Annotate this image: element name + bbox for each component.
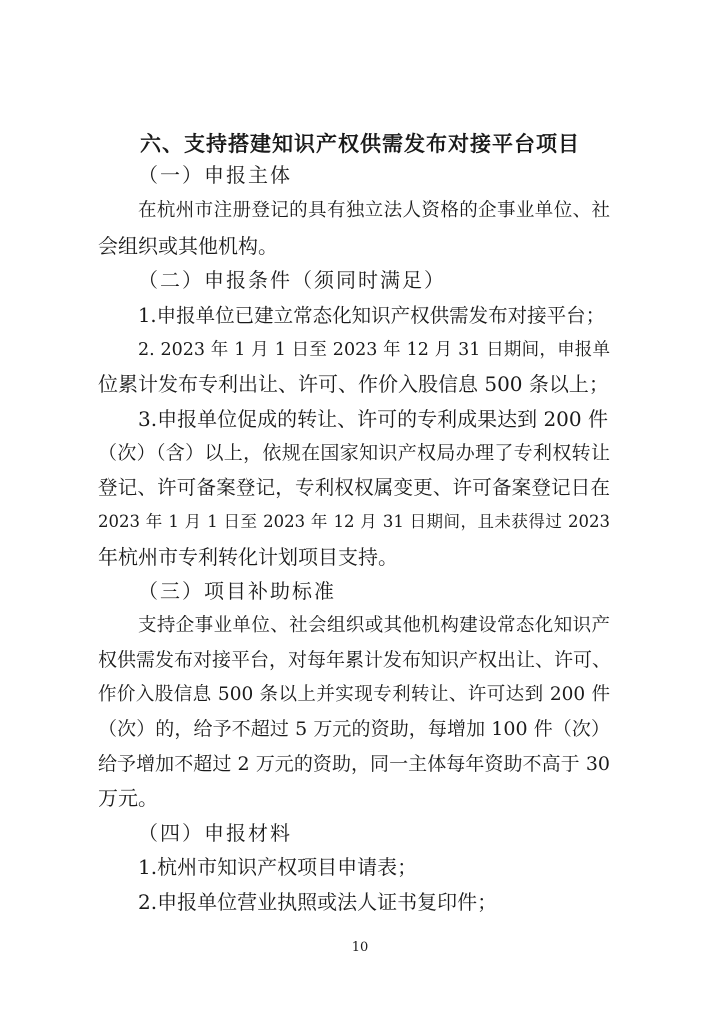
paragraph-line: 位累计发布专利出让、许可、作价入股信息 500 条以上；	[98, 372, 609, 396]
paragraph-line: 2. 2023 年 1 月 1 日至 2023 年 12 月 31 日期间，申报单	[138, 340, 610, 360]
paragraph-line: 支持企事业单位、社会组织或其他机构建设常态化知识产	[138, 615, 610, 636]
paragraph-line: 权供需发布对接平台，对每年累计发布知识产权出让、许可、	[98, 649, 612, 671]
paragraph-line: 1.申报单位已建立常态化知识产权供需发布对接平台；	[138, 304, 606, 327]
section-title: 六、支持搭建知识产权供需发布对接平台项目	[140, 132, 580, 156]
paragraph-line: 年杭州市专利转化计划项目支持。	[98, 545, 398, 569]
paragraph-line: 在杭州市注册登记的具有独立法人资格的企事业单位、社	[138, 200, 610, 221]
paragraph-line: 2.申报单位营业执照或法人证书复印件；	[138, 890, 498, 914]
paragraph-line: 2023 年 1 月 1 日至 2023 年 12 月 31 日期间，且未获得过 2023	[98, 512, 610, 531]
paragraph-line: （次）的，给予不超过 5 万元的资助，每增加 100 件（次）	[98, 718, 610, 740]
paragraph-line: （次）（含）以上，依规在国家知识产权局办理了专利权转让	[98, 442, 610, 464]
heading-applicant: （一）申报主体	[138, 163, 292, 187]
paragraph-line: 登记、许可备案登记，专利权权属变更、许可备案登记日在	[98, 476, 610, 499]
page-number: 10	[351, 940, 369, 955]
heading-materials: （四）申报材料	[138, 821, 292, 845]
paragraph-line: 3.申报单位促成的转让、许可的专利成果达到 200 件	[138, 407, 608, 431]
paragraph-line: 给予增加不超过 2 万元的资助，同一主体每年资助不高于 30	[98, 753, 610, 775]
paragraph-line: 作价入股信息 500 条以上并实现专利转让、许可达到 200 件	[98, 684, 610, 705]
paragraph-line: 会组织或其他机构。	[98, 234, 278, 258]
paragraph-line: 1.杭州市知识产权项目申请表；	[138, 855, 418, 879]
heading-subsidy-standard: （三）项目补助标准	[138, 579, 336, 603]
paragraph-line: 万元。	[98, 786, 158, 810]
heading-conditions: （二）申报条件（须同时满足）	[138, 268, 446, 292]
